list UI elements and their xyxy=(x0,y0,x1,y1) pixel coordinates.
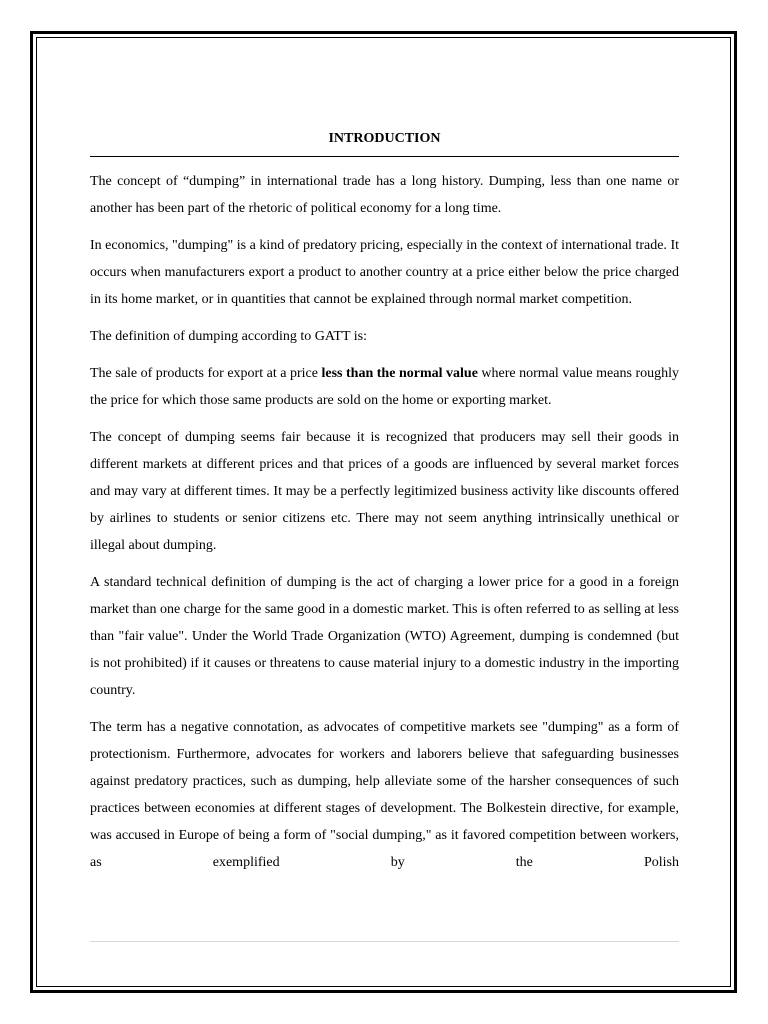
paragraph-connotation: The term has a negative connotation, as advocates of competitive markets see "dumping" as a form of protectionism. Furthermore, advocates for workers and laborers believe that safeguarding businesses against predatory practices, such as dumping, help alleviate some of the harsher consequences of such practices between economies at different stages of development. The Bolkestein directive, for example, was accused in Europe of being a form of "social dumping," as it favored competition between workers, as exemplified by the Polish xyxy=(90,720,679,870)
gatt-definition-lead: The sale of products for export at a price xyxy=(90,366,322,381)
gatt-definition-tail: where normal value means roughly the price for which those same products are sold on the home or exporting market. xyxy=(90,366,679,408)
paragraph-fairness: The concept of dumping seems fair because it is recognized that producers may sell their goods in different markets at different prices and that prices of a goods are influenced by several market forces and may vary at different times. It may be a perfectly legitimized business activity like discounts offered by airlines to students or senior citizens etc. There may not seem anything intrinsically unethical or illegal about dumping. xyxy=(90,430,679,553)
gatt-definition-emphasis: less than the normal value xyxy=(321,366,478,381)
paragraph-gatt-definition xyxy=(90,360,679,414)
paragraph-technical-definition: A standard technical definition of dumping is the act of charging a lower price for a good in a foreign market than one charge for the same good in a domestic market. This is often referred to as selling at less than "fair value". Under the World Trade Organization (WTO) Agreement, dumping is condemned (but is not prohibited) if it causes or threatens to cause material injury to a domestic industry in the importing country. xyxy=(90,575,679,698)
paragraph-history: The concept of “dumping” in international trade has a long history. Dumping, less than one name or another has been part of the rhetoric of political economy for a long time. xyxy=(90,174,679,216)
page-title: INTRODUCTION xyxy=(90,128,679,157)
footer-divider xyxy=(90,941,679,942)
paragraph-gatt-intro: The definition of dumping according to GATT is: xyxy=(90,329,367,344)
document-body xyxy=(90,128,679,876)
paragraph-economics-definition: In economics, "dumping" is a kind of predatory pricing, especially in the context of international trade. It occurs when manufacturers export a product to another country at a price either below the price charged in its home market, or in quantities that cannot be explained through normal market competition. xyxy=(90,238,679,307)
